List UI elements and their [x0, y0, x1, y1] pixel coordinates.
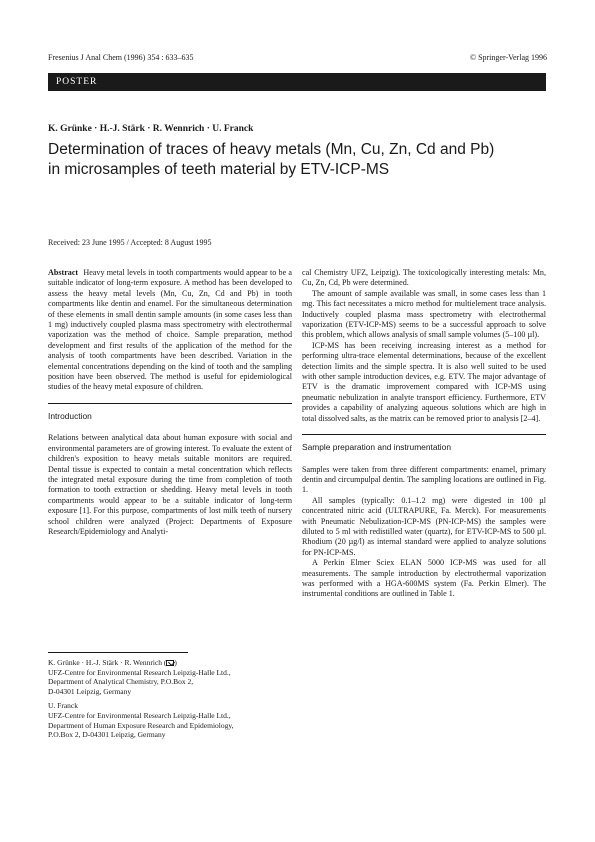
abstract-paragraph	[48, 268, 292, 393]
title-line-1: Determination of traces of heavy metals (Mn, Cu, Zn, Cd and Pb)	[48, 141, 495, 158]
sample-prep-paragraph-1: Samples were taken from three different compartments: enamel, primary dentin and circumpulpal dentin. The sampling locations are outlined in Fig. 1.	[302, 464, 546, 495]
copyright-notice: © Springer-Verlag 1996	[469, 53, 547, 62]
section-tag-bar	[48, 73, 546, 91]
introduction-heading: Introduction	[48, 410, 92, 421]
abstract-label: Abstract	[48, 268, 79, 277]
journal-citation: Fresenius J Anal Chem (1996) 354 : 633–635	[48, 53, 194, 62]
introduction-paragraph-2: The amount of sample available was small, in some cases less than 1 mg. This fact necessitates a micro method for multielement trace analysis. Inductively coupled plasma mass spectrometry with electrothermal vaporization (ETV-ICP-MS) seems to be a successful approach to solve this problem, which allows analysis of small sample volumes (5–100 µl).	[302, 288, 546, 340]
envelope-icon	[166, 660, 174, 666]
author-list: K. Grünke · H.-J. Stärk · R. Wennrich · U. Franck	[48, 124, 254, 134]
sample-prep-paragraph-2: All samples (typically: 0.1–1.2 mg) were digested in 100 µl concentrated nitric acid (ULTRAPURE, Fa. Merck). For measurements with Pneumatic Nebulization-ICP-MS (PN-ICP-MS) the samples were diluted to 5 ml with redistilled water (quartz), for ETV-ICP-MS to 500 µl. Rhodium (20 µg/l) as internal standard were applied to analyze solutions for PN-ICP-MS.	[302, 495, 546, 557]
right-column	[302, 268, 546, 600]
affiliations-footnote	[48, 652, 292, 740]
received-dates: Received: 23 June 1995 / Accepted: 8 August 1995	[48, 238, 212, 247]
sample-prep-paragraph-3: A Perkin Elmer Sciex ELAN 5000 ICP-MS was used for all measurements. The sample introduction by electrothermal vaporization was performed with a HGA-600MS system (Fa. Perkin Elmer). The instrumental conditions are outlined in Table 1.	[302, 558, 546, 599]
sample-prep-heading: Sample preparation and instrumentation	[302, 442, 451, 453]
footnote-rule	[48, 652, 188, 653]
title-line-2: in microsamples of teeth material by ETV-ICP-MS	[48, 161, 390, 178]
introduction-paragraph: Relations between analytical data about human exposure with social and environmental parameters are of growing interest. To evaluate the extent of children's exposition to heavy metals suitable monitors are required. Dental tissue is expected to contain a metal concentration which reflects the integrated metal exposure during the time from completion of tooth formation to tooth extraction or shedding. Heavy metal levels in tooth compartments would appear to be a suitable indicator of long-term exposure [1]. For this purpose, compartments of lost milk teeth of nursery school children were analyzed (Project: Departments of Exposure Research/Epidemiology and Analyti-	[48, 433, 292, 536]
introduction-paragraph-3: ICP-MS has been receiving increasing interest as a method for performing ultra-trace elemental determinations, because of the excellent detection limits and the simple spectra. It is also well suited to be used with other sample introduction devices, e.g. ETV. The major advantage of ETV is the dramatic improvement compared with ICP-MS using pneumatic nebulization in analyte transport efficiency. Furthermore, ETV provides a capability of analyzing aqueous solutions which are high in total dissolved salts, as the matrix can be removed prior to analysis [2–4].	[302, 340, 546, 423]
affiliation-1: K. Grünke · H.-J. Stärk · R. Wennrich ( ) UFZ-Centre for Environmental Research Leipzig-Halle Ltd., Department of Analytical Chemistry, P.O.Box 2, D-04301 Leipzig, Germany	[48, 658, 231, 696]
affiliation-2: U. Franck UFZ-Centre for Environmental Research Leipzig-Halle Ltd., Department of Human Exposure Research and Epidemiology, P.O.Box 2, D-04301 Leipzig, Germany	[48, 701, 234, 740]
article-title	[48, 140, 548, 180]
section-tag-label: POSTER	[56, 77, 98, 87]
introduction-continued: cal Chemistry UFZ, Leipzig). The toxicologically interesting metals: Mn, Cu, Zn, Cd, Pb were determined.	[302, 268, 546, 288]
left-column	[48, 268, 292, 537]
abstract-text: Heavy metal levels in tooth compartments would appear to be a suitable indicator of long-term exposure. A method has been developed to assess the heavy metal levels (Mn, Cu, Zn, Cd and Pb) in tooth compartments like dentin and enamel. For the simultaneous determination of these elements in small dentin sample amounts (in some cases less than 1 mg) inductively coupled plasma mass spectrometry with electrothermal vaporization was the method of choice. Sample preparation, method development and first results of the application of the method for the analysis of tooth compartments have been described. Variation in the elemental concentrations depending on the kind of tooth and the sampling position have been observed. The method is useful for epidemiological studies of the heavy metal exposure of children.	[48, 268, 293, 392]
